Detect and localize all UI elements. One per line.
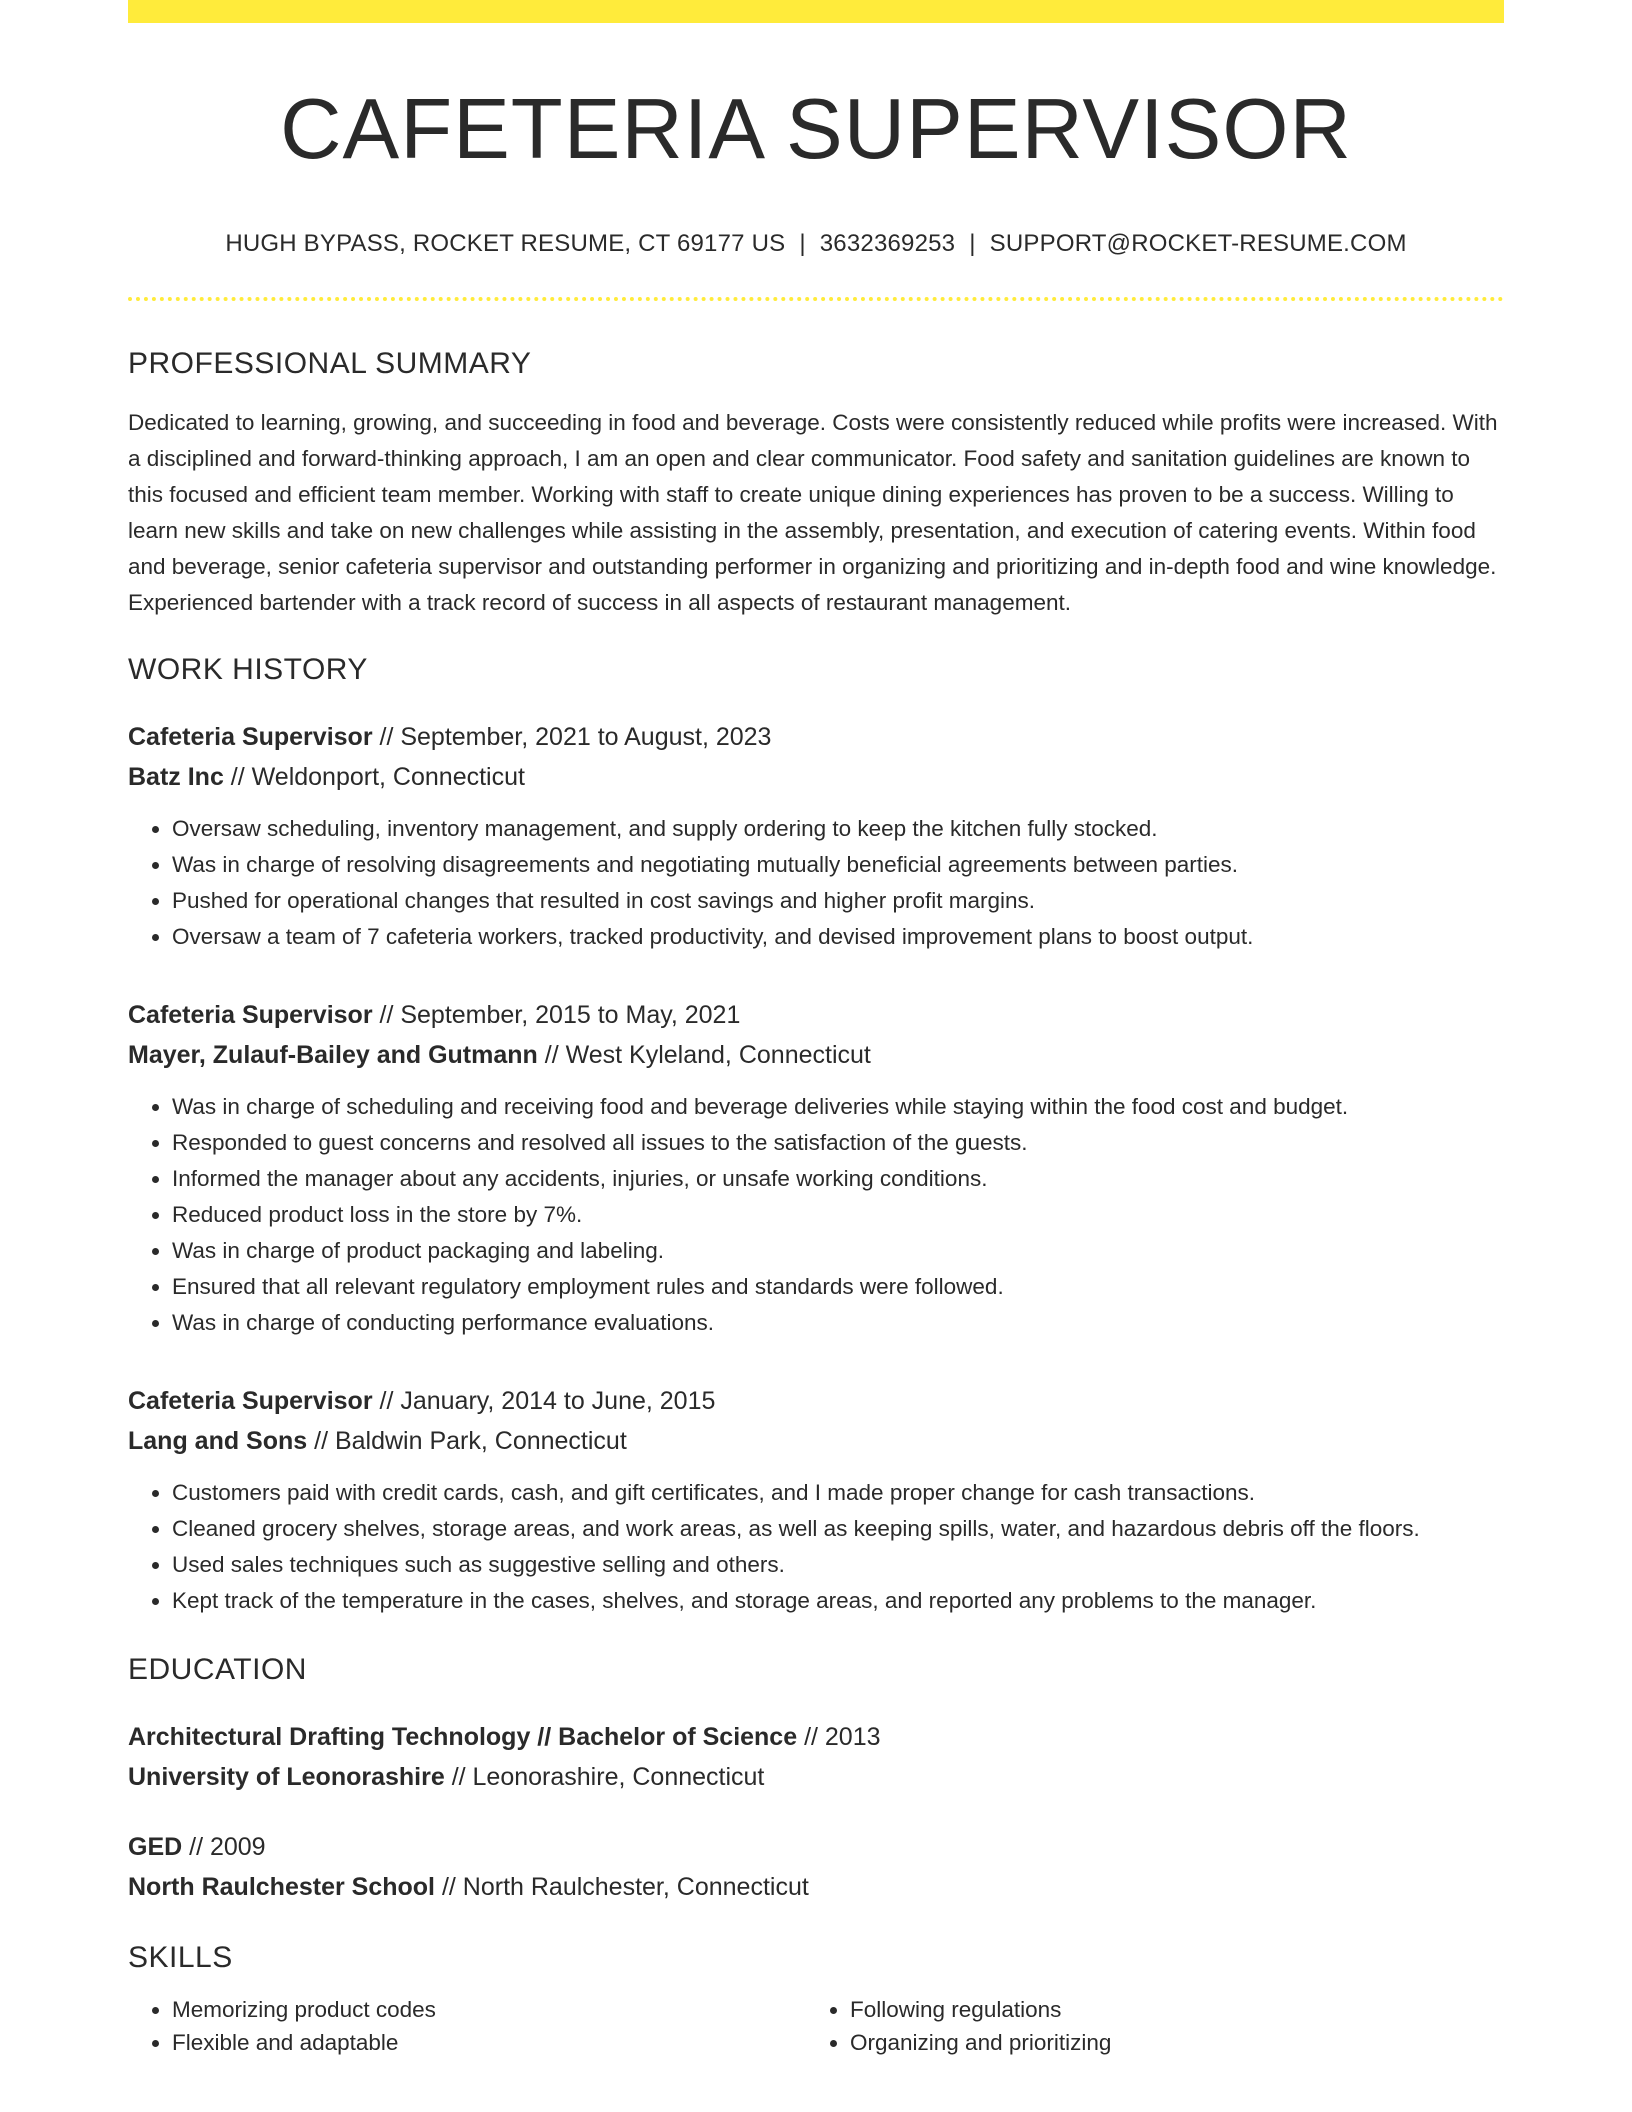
summary-text: Dedicated to learning, growing, and succeeding in food and beverage. Costs were consistently reduced while profits were increased. With a disciplined and forward-thinking approach, I am an open and clear communicator. Food safety and sanitation guidelines are known to this focused and efficient team member. Working with staff to create unique dining experiences has proven to be a success. Willing to learn new skills and take on new challenges while assisting in the assembly, presentation, and execution of catering events. Within food and beverage, senior cafeteria supervisor and outstanding performer in organizing and prioritizing and in-depth food and wine knowledge. Experienced bartender with a track record of success in all aspects of restaurant management. <box>128 410 1498 616</box>
job-bullet: • Kept track of the temperature in the cases, shelves, and storage areas, and reported any problems to the manager. <box>172 1583 1504 1619</box>
job-entry <box>128 717 1504 955</box>
job-role: Cafeteria Supervisor <box>128 1001 373 1030</box>
job-bullet: • Customers paid with credit cards, cash, and gift certificates, and I made proper change for cash transactions. <box>172 1475 1504 1511</box>
job-company-line <box>128 1421 1504 1461</box>
job-dates: // September, 2021 to August, 2023 <box>372 723 772 752</box>
resume-title: CAFETERIA SUPERVISOR <box>280 82 1352 177</box>
accent-top-bar <box>128 0 1504 23</box>
education-entry <box>128 1717 1504 1797</box>
job-entry <box>128 1381 1504 1619</box>
job-entry <box>128 995 1504 1341</box>
education-heading: EDUCATION <box>128 1653 307 1687</box>
education-degree-line <box>128 1827 1504 1867</box>
skills-column-left <box>128 1993 806 2059</box>
job-bullet: • Used sales techniques such as suggestive selling and others. <box>172 1547 1504 1583</box>
education-degree: GED <box>128 1833 183 1862</box>
contact-address: HUGH BYPASS, ROCKET RESUME, CT 69177 US <box>225 230 786 258</box>
contact-separator: | <box>799 230 806 258</box>
skills-column-right <box>806 1993 1484 2059</box>
job-bullet: • Responded to guest concerns and resolved all issues to the satisfaction of the guests. <box>172 1125 1504 1161</box>
job-bullet: • Informed the manager about any accidents, injuries, or unsafe working conditions. <box>172 1161 1504 1197</box>
skills-heading: SKILLS <box>128 1941 233 1975</box>
job-bullet: • Oversaw a team of 7 cafeteria workers, tracked productivity, and devised improvement plans to boost output. <box>172 919 1504 955</box>
education-school: University of Leonorashire <box>128 1763 445 1792</box>
education-school-line <box>128 1867 1504 1907</box>
contact-email: SUPPORT@ROCKET-RESUME.COM <box>989 230 1407 258</box>
job-bullet: • Reduced product loss in the store by 7%. <box>172 1197 1504 1233</box>
education-school: North Raulchester School <box>128 1873 435 1902</box>
job-bullet: • Cleaned grocery shelves, storage areas, and work areas, as well as keeping spills, water, and hazardous debris off the floors. <box>172 1511 1504 1547</box>
job-role: Cafeteria Supervisor <box>128 1387 373 1416</box>
work-history-heading: WORK HISTORY <box>128 653 368 687</box>
skill-item: • Flexible and adaptable <box>172 2026 806 2059</box>
job-bullet: • Ensured that all relevant regulatory employment rules and standards were followed. <box>172 1269 1504 1305</box>
contact-line <box>128 230 1504 258</box>
summary-heading: PROFESSIONAL SUMMARY <box>128 347 532 381</box>
education-degree: Architectural Drafting Technology // Bachelor of Science <box>128 1723 798 1752</box>
job-role-line <box>128 717 1504 757</box>
job-bullet: • Oversaw scheduling, inventory management, and supply ordering to keep the kitchen fully stocked. <box>172 811 1504 847</box>
job-company: Batz Inc <box>128 763 224 792</box>
job-company-line <box>128 1035 1504 1075</box>
contact-separator: | <box>969 230 976 258</box>
skill-item: • Following regulations <box>850 1993 1484 2026</box>
job-location: // Baldwin Park, Connecticut <box>307 1427 627 1456</box>
job-role: Cafeteria Supervisor <box>128 723 373 752</box>
contact-phone: 3632369253 <box>819 230 956 258</box>
job-bullet: • Was in charge of product packaging and labeling. <box>172 1233 1504 1269</box>
job-bullet: • Was in charge of conducting performance evaluations. <box>172 1305 1504 1341</box>
job-dates: // September, 2015 to May, 2021 <box>372 1001 741 1030</box>
job-location: // West Kyleland, Connecticut <box>537 1041 871 1070</box>
education-location: // Leonorashire, Connecticut <box>444 1763 765 1792</box>
education-year: // 2013 <box>797 1723 881 1752</box>
job-location: // Weldonport, Connecticut <box>223 763 525 792</box>
job-role-line <box>128 995 1504 1035</box>
education-school-line <box>128 1757 1504 1797</box>
education-entry <box>128 1827 1504 1907</box>
job-bullet: • Was in charge of scheduling and receiving food and beverage deliveries while staying within the food cost and budget. <box>172 1089 1504 1125</box>
education-degree-line <box>128 1717 1504 1757</box>
job-bullet: • Was in charge of resolving disagreements and negotiating mutually beneficial agreements between parties. <box>172 847 1504 883</box>
skills-list <box>128 1993 1504 2059</box>
job-role-line <box>128 1381 1504 1421</box>
job-company-line <box>128 757 1504 797</box>
job-bullet: • Pushed for operational changes that resulted in cost savings and higher profit margins. <box>172 883 1504 919</box>
job-dates: // January, 2014 to June, 2015 <box>372 1387 716 1416</box>
education-location: // North Raulchester, Connecticut <box>435 1873 809 1902</box>
job-bullets <box>128 811 1504 955</box>
job-bullets <box>128 1475 1504 1619</box>
resume-page <box>128 0 1504 2059</box>
job-bullets <box>128 1089 1504 1341</box>
skill-item: • Organizing and prioritizing <box>850 2026 1484 2059</box>
job-company: Mayer, Zulauf-Bailey and Gutmann <box>128 1041 538 1070</box>
header-divider <box>128 297 1504 301</box>
job-company: Lang and Sons <box>128 1427 308 1456</box>
skill-item: • Memorizing product codes <box>172 1993 806 2026</box>
education-year: // 2009 <box>182 1833 266 1862</box>
